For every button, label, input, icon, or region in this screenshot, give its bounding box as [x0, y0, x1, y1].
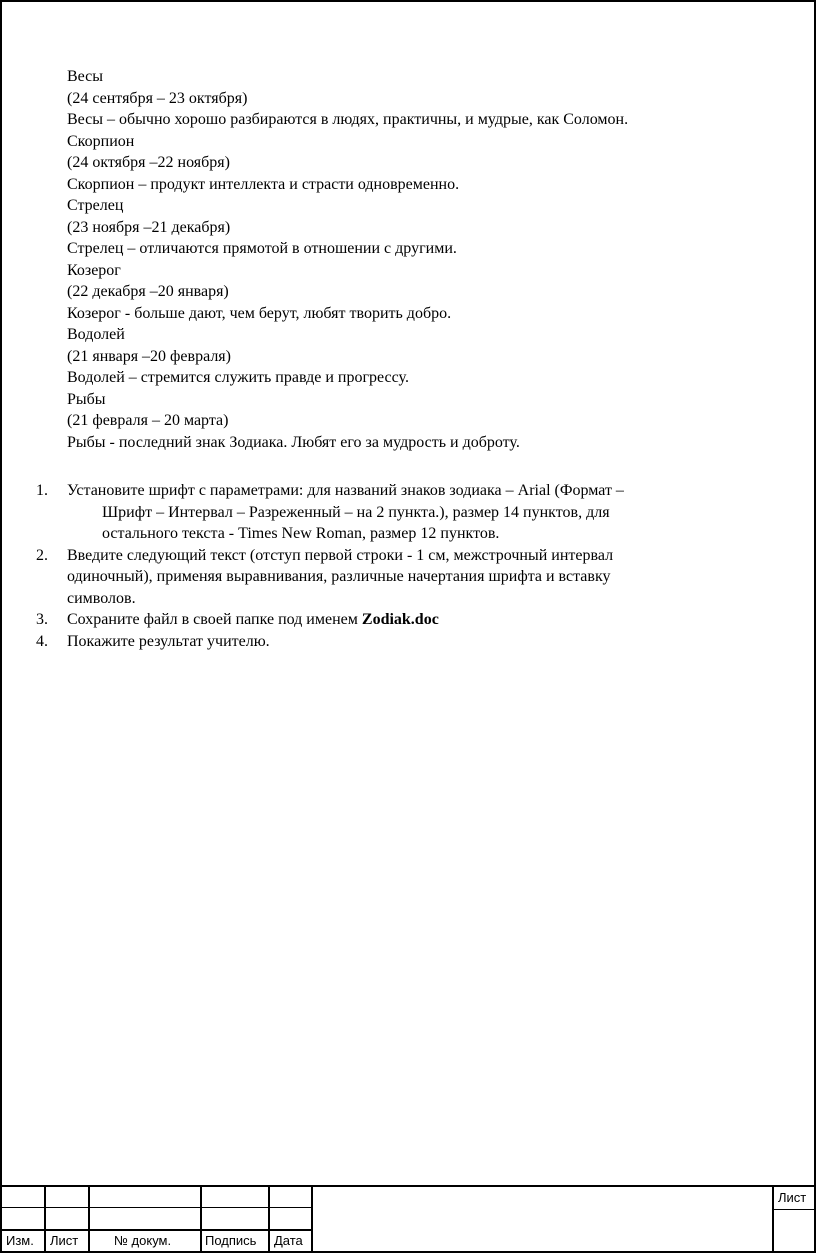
file-name: Zodiak.doc [361, 611, 439, 628]
sign-name: Рыбы [67, 390, 106, 408]
task-number: 4. [36, 632, 48, 650]
sign-description: Рыбы - последний знак Зодиака. Любят его за мудрость и доброту. [67, 433, 520, 451]
title-block-divider [268, 1187, 270, 1253]
sign-dates: (22 декабря –20 января) [67, 283, 229, 300]
task-text: Введите следующий текст (отступ первой строки - 1 см, межстрочный интервал [67, 546, 614, 564]
title-block-row-line [2, 1229, 312, 1231]
task-number: 1. [36, 482, 48, 499]
label-date: Дата [274, 1233, 303, 1248]
label-signature: Подпись [205, 1233, 257, 1248]
task-item [36, 631, 766, 653]
task-text: Покажите результат учителю. [67, 632, 270, 650]
sign-description: Козерог - больше дают, чем берут, любят творить добро. [67, 304, 452, 322]
task-text-continued: Шрифт – Интервал – Разреженный – на 2 пункта.), размер 14 пунктов, для [102, 503, 610, 521]
title-block-divider [88, 1187, 90, 1253]
task-text: Установите шрифт с параметрами: для названий знаков зодиака – Arial (Формат – [67, 482, 624, 499]
task-item [36, 545, 766, 610]
title-block-divider [311, 1187, 313, 1253]
title-block-row-line [2, 1207, 312, 1208]
task-text-continued: остального текста - Times New Roman, размер 12 пунктов. [102, 525, 500, 542]
sign-dates: (21 февраля – 20 марта) [67, 412, 229, 429]
sign-name: Весы [67, 68, 104, 85]
sign-description: Стрелец – отличаются прямотой в отношении с другими. [67, 240, 457, 257]
label-sheet: Лист [778, 1190, 807, 1205]
sign-dates: (21 января –20 февраля) [67, 347, 231, 365]
sign-description: Скорпион – продукт интеллекта и страсти одновременно. [67, 175, 460, 193]
label-list: Лист [50, 1233, 79, 1248]
sign-name: Водолей [67, 326, 125, 343]
sign-name: Стрелец [67, 197, 124, 214]
title-block-divider [44, 1187, 46, 1253]
title-block-row-line [773, 1209, 814, 1210]
task-item [36, 609, 766, 631]
sign-name: Козерог [67, 261, 121, 279]
sign-dates: (23 ноября –21 декабря) [67, 218, 231, 236]
label-izm: Изм. [6, 1233, 34, 1248]
title-block-divider [200, 1187, 202, 1253]
sign-dates: (24 октября –22 ноября) [67, 154, 230, 171]
task-text: Сохраните файл в своей папке под именем [67, 611, 362, 628]
title-block [2, 1185, 814, 1253]
sign-description: Водолей – стремится служить правде и прогрессу. [67, 369, 409, 386]
sign-description: Весы – обычно хорошо разбираются в людях, практичны, и мудрые, как Соломон. [67, 111, 629, 128]
task-text-continued: символов. [67, 589, 136, 607]
task-item [36, 480, 766, 545]
task-number: 2. [36, 546, 48, 564]
sign-name: Скорпион [67, 132, 135, 150]
task-text-continued: одиночный), применяя выравнивания, различные начертания шрифта и вставку [67, 568, 611, 585]
title-block-divider [772, 1187, 774, 1253]
sign-dates: (24 сентября – 23 октября) [67, 89, 248, 107]
label-doc-number: № докум. [114, 1233, 172, 1248]
zodiac-signs-text [67, 66, 787, 453]
task-number: 3. [36, 611, 48, 628]
task-list [36, 480, 766, 652]
